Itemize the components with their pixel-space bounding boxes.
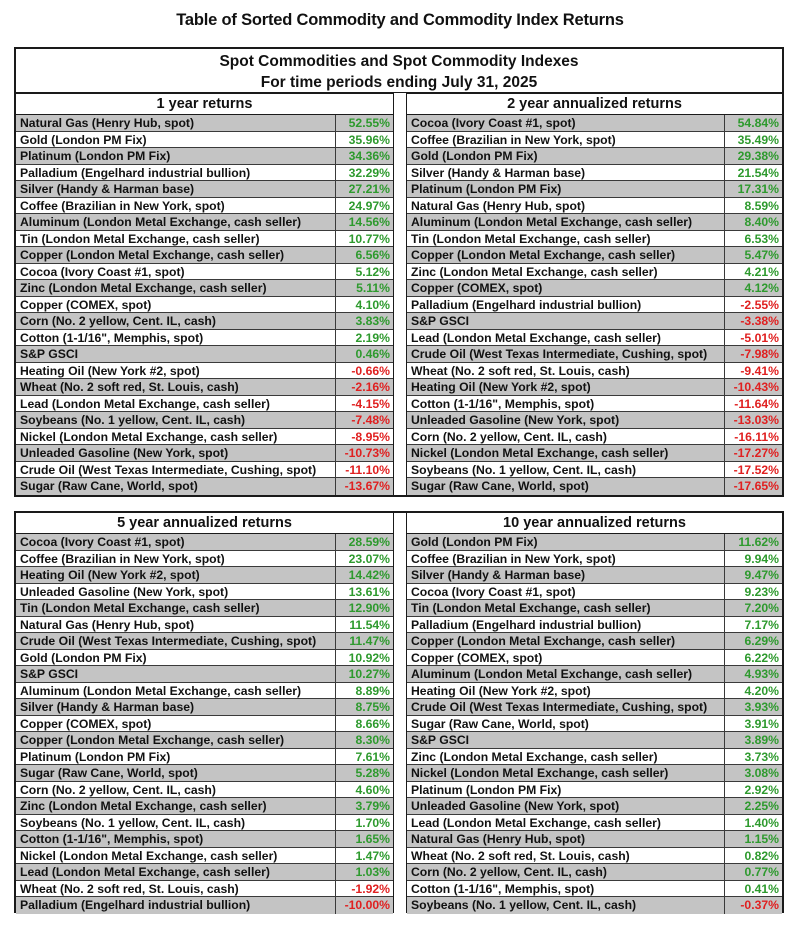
- return-value: 5.47%: [744, 248, 779, 262]
- table-row: [407, 396, 782, 413]
- table-row: [407, 534, 782, 551]
- table-row: [16, 181, 393, 198]
- return-value: 0.82%: [744, 848, 779, 863]
- commodity-name: Corn (No. 2 yellow, Cent. IL, cash): [16, 782, 336, 798]
- return-value: 0.41%: [744, 881, 779, 896]
- commodity-name: Gold (London PM Fix): [407, 148, 725, 164]
- commodity-name: Corn (No. 2 yellow, Cent. IL, cash): [407, 864, 725, 880]
- table-row: [407, 897, 782, 914]
- table-row: [16, 214, 393, 231]
- commodity-name: Sugar (Raw Cane, World, spot): [407, 716, 725, 732]
- return-value: -10.00%: [344, 898, 390, 912]
- return-value: 0.46%: [355, 347, 390, 361]
- commodity-name: Natural Gas (Henry Hub, spot): [407, 831, 725, 847]
- commodity-name: Coffee (Brazilian in New York, spot): [16, 551, 336, 567]
- return-value: 23.07%: [348, 551, 390, 566]
- commodity-name: Lead (London Metal Exchange, cash seller): [407, 330, 725, 346]
- commodity-name: Crude Oil (West Texas Intermediate, Cushing, spot): [407, 346, 725, 362]
- return-value: 17.31%: [737, 182, 779, 196]
- return-value: -13.67%: [344, 479, 390, 493]
- commodity-name: Tin (London Metal Exchange, cash seller): [407, 231, 725, 247]
- commodity-name: Lead (London Metal Exchange, cash seller): [16, 396, 336, 412]
- panel-rows: [16, 534, 393, 914]
- table-row: [16, 798, 393, 815]
- commodity-name: Tin (London Metal Exchange, cash seller): [407, 600, 725, 616]
- table-row: [407, 600, 782, 617]
- return-value: 12.90%: [348, 601, 390, 615]
- commodity-name: Zinc (London Metal Exchange, cash seller): [407, 264, 725, 280]
- panel-title: 2 year annualized returns: [407, 93, 782, 115]
- table-row: [407, 782, 782, 799]
- return-value: 29.38%: [737, 149, 779, 163]
- table-row: [16, 716, 393, 733]
- panel-rows: [407, 534, 782, 914]
- table-row: [16, 132, 393, 149]
- table-row: [16, 666, 393, 683]
- commodity-name: Zinc (London Metal Exchange, cash seller): [16, 280, 336, 296]
- commodity-name: Copper (COMEX, spot): [16, 297, 336, 313]
- table-row: [16, 650, 393, 667]
- table-row: [407, 198, 782, 215]
- table-row: [16, 584, 393, 601]
- table-row: [407, 617, 782, 634]
- table-row: [407, 231, 782, 248]
- commodity-name: Tin (London Metal Exchange, cash seller): [16, 231, 336, 247]
- table-row: [16, 699, 393, 716]
- banner-subtitle: Spot Commodities and Spot Commodity Indexes: [219, 53, 579, 70]
- return-value: 32.29%: [348, 165, 390, 180]
- table-row: [16, 534, 393, 551]
- table-row: [407, 445, 782, 462]
- return-value: -16.11%: [734, 429, 779, 444]
- return-value: 52.55%: [348, 116, 390, 130]
- panel-1-year-returns: [16, 93, 393, 495]
- return-value: -11.64%: [734, 396, 779, 411]
- return-value: -17.52%: [733, 462, 779, 477]
- table-row: [16, 396, 393, 413]
- table-row: [407, 864, 782, 881]
- table-row: [407, 181, 782, 198]
- table-row: [407, 412, 782, 429]
- table-row: [407, 247, 782, 264]
- commodity-name: Aluminum (London Metal Exchange, cash seller): [407, 666, 725, 682]
- return-value: 11.47%: [349, 634, 390, 648]
- table-row: [16, 831, 393, 848]
- table-row: [16, 815, 393, 832]
- commodity-name: S&P GSCI: [407, 732, 725, 748]
- commodity-name: Palladium (Engelhard industrial bullion): [407, 297, 725, 313]
- commodity-name: Copper (COMEX, spot): [407, 280, 725, 296]
- commodity-name: Copper (London Metal Exchange, cash seller): [16, 732, 336, 748]
- return-value: 7.61%: [355, 749, 390, 764]
- table-row: [407, 749, 782, 766]
- commodity-name: Copper (COMEX, spot): [16, 716, 336, 732]
- commodity-name: Unleaded Gasoline (New York, spot): [407, 798, 725, 814]
- return-value: -1.92%: [351, 881, 390, 896]
- return-value: 8.30%: [355, 733, 390, 747]
- table-row: [16, 633, 393, 650]
- commodity-name: Copper (London Metal Exchange, cash seller): [407, 633, 725, 649]
- return-value: -11.10%: [345, 462, 390, 477]
- table-row: [16, 148, 393, 165]
- table-row: [407, 264, 782, 281]
- table-row: [16, 280, 393, 297]
- return-value: 1.47%: [355, 848, 390, 863]
- commodity-name: S&P GSCI: [16, 346, 336, 362]
- return-value: 3.93%: [744, 700, 779, 714]
- commodity-name: Corn (No. 2 yellow, Cent. IL, cash): [16, 313, 336, 329]
- commodity-name: Crude Oil (West Texas Intermediate, Cushing, spot): [16, 462, 336, 478]
- commodity-name: Unleaded Gasoline (New York, spot): [407, 412, 725, 428]
- return-value: 3.89%: [744, 733, 779, 747]
- table-row: [16, 346, 393, 363]
- commodity-name: Platinum (London PM Fix): [16, 749, 336, 765]
- table-banner: [14, 47, 784, 94]
- commodity-name: Soybeans (No. 1 yellow, Cent. IL, cash): [16, 412, 336, 428]
- commodity-name: S&P GSCI: [16, 666, 336, 682]
- commodity-name: Gold (London PM Fix): [16, 650, 336, 666]
- commodity-name: Soybeans (No. 1 yellow, Cent. IL, cash): [407, 897, 725, 914]
- return-value: -2.55%: [740, 297, 779, 312]
- table-row: [16, 478, 393, 495]
- table-row: [16, 864, 393, 881]
- commodity-name: Zinc (London Metal Exchange, cash seller): [16, 798, 336, 814]
- commodity-name: Heating Oil (New York #2, spot): [16, 567, 336, 583]
- commodity-name: Aluminum (London Metal Exchange, cash seller): [16, 214, 336, 230]
- panel-rows: [16, 115, 393, 495]
- commodity-name: Platinum (London PM Fix): [407, 782, 725, 798]
- return-value: -10.73%: [344, 446, 390, 460]
- table-row: [407, 584, 782, 601]
- return-value: 2.19%: [355, 330, 390, 345]
- commodity-name: Heating Oil (New York #2, spot): [407, 683, 725, 699]
- panel-5-year-returns: [16, 512, 393, 914]
- table-row: [407, 567, 782, 584]
- commodity-name: Aluminum (London Metal Exchange, cash seller): [16, 683, 336, 699]
- return-value: 9.23%: [744, 584, 779, 599]
- table-row: [407, 666, 782, 683]
- table-row: [407, 633, 782, 650]
- table-row: [407, 815, 782, 832]
- table-row: [16, 462, 393, 479]
- commodity-name: Nickel (London Metal Exchange, cash seller): [16, 848, 336, 864]
- table-row: [407, 699, 782, 716]
- return-value: 6.22%: [744, 650, 779, 665]
- table-row: [16, 600, 393, 617]
- table-row: [407, 132, 782, 149]
- panel-title: 10 year annualized returns: [407, 512, 782, 534]
- return-value: 1.70%: [355, 815, 390, 830]
- return-value: 14.56%: [348, 215, 390, 229]
- return-value: 6.53%: [744, 231, 779, 246]
- table-row: [16, 683, 393, 700]
- return-value: 5.11%: [356, 281, 390, 295]
- table-row: [16, 617, 393, 634]
- commodity-name: Cotton (1-1/16", Memphis, spot): [407, 396, 725, 412]
- return-value: -0.37%: [740, 898, 779, 912]
- commodity-name: Silver (Handy & Harman base): [16, 699, 336, 715]
- commodity-name: Aluminum (London Metal Exchange, cash seller): [407, 214, 725, 230]
- return-value: 1.65%: [355, 832, 390, 846]
- commodity-name: Natural Gas (Henry Hub, spot): [407, 198, 725, 214]
- return-value: 35.49%: [737, 132, 779, 147]
- table-row: [407, 379, 782, 396]
- table-row: [407, 115, 782, 132]
- return-value: -5.01%: [740, 330, 779, 345]
- return-value: 10.92%: [348, 650, 390, 665]
- return-value: 8.66%: [355, 716, 390, 731]
- commodity-name: S&P GSCI: [407, 313, 725, 329]
- return-value: -0.66%: [351, 363, 390, 378]
- commodity-name: Soybeans (No. 1 yellow, Cent. IL, cash): [407, 462, 725, 478]
- return-value: 8.75%: [355, 700, 390, 714]
- table-row: [16, 330, 393, 347]
- commodity-name: Unleaded Gasoline (New York, spot): [16, 584, 336, 600]
- return-value: 7.20%: [744, 601, 779, 615]
- return-value: 5.12%: [355, 264, 390, 279]
- commodity-name: Platinum (London PM Fix): [16, 148, 336, 164]
- table-row: [407, 330, 782, 347]
- return-value: -7.48%: [351, 413, 390, 427]
- return-value: -8.95%: [351, 429, 390, 444]
- return-value: 4.20%: [744, 683, 779, 698]
- return-value: 11.62%: [738, 535, 779, 549]
- table-row: [407, 831, 782, 848]
- return-value: 11.54%: [349, 617, 390, 632]
- commodity-name: Cocoa (Ivory Coast #1, spot): [407, 115, 725, 131]
- table-row: [16, 749, 393, 766]
- return-value: 13.61%: [348, 584, 390, 599]
- return-value: 3.91%: [744, 716, 779, 731]
- return-value: 8.59%: [744, 198, 779, 213]
- return-value: 0.77%: [744, 865, 779, 879]
- return-value: -17.27%: [733, 446, 779, 460]
- table-row: [407, 280, 782, 297]
- table-row: [16, 297, 393, 314]
- table-row: [407, 848, 782, 865]
- panel-2-year-returns: [407, 93, 782, 495]
- return-value: -13.03%: [733, 413, 779, 427]
- return-value: 6.29%: [744, 634, 779, 648]
- return-value: 14.42%: [348, 568, 390, 582]
- table-row: [16, 445, 393, 462]
- commodity-name: Coffee (Brazilian in New York, spot): [407, 551, 725, 567]
- return-value: 7.17%: [744, 617, 779, 632]
- return-value: 54.84%: [737, 116, 779, 130]
- page-title: Table of Sorted Commodity and Commodity Index Returns: [176, 11, 624, 29]
- return-value: 35.96%: [348, 132, 390, 147]
- commodity-name: Soybeans (No. 1 yellow, Cent. IL, cash): [16, 815, 336, 831]
- commodity-name: Silver (Handy & Harman base): [407, 165, 725, 181]
- panel-title: 1 year returns: [16, 93, 393, 115]
- table-row: [407, 650, 782, 667]
- table-row: [407, 165, 782, 182]
- return-value: 3.79%: [355, 799, 390, 813]
- table-row: [16, 551, 393, 568]
- return-value: 2.92%: [744, 782, 779, 797]
- commodity-name: Nickel (London Metal Exchange, cash seller): [16, 429, 336, 445]
- table-row: [16, 848, 393, 865]
- return-value: 4.93%: [744, 667, 779, 681]
- section-divider: [14, 495, 784, 513]
- commodity-name: Unleaded Gasoline (New York, spot): [16, 445, 336, 461]
- return-value: 1.03%: [355, 865, 390, 879]
- banner-period: For time periods ending July 31, 2025: [260, 74, 538, 91]
- commodity-name: Platinum (London PM Fix): [407, 181, 725, 197]
- return-value: 4.10%: [355, 297, 390, 312]
- return-value: 3.73%: [744, 749, 779, 764]
- table-row: [16, 567, 393, 584]
- commodity-name: Tin (London Metal Exchange, cash seller): [16, 600, 336, 616]
- table-row: [407, 478, 782, 495]
- return-value: -3.38%: [740, 314, 779, 328]
- commodity-name: Corn (No. 2 yellow, Cent. IL, cash): [407, 429, 725, 445]
- table-row: [407, 363, 782, 380]
- return-value: -17.65%: [733, 479, 779, 493]
- return-value: 8.40%: [744, 215, 779, 229]
- commodity-name: Cocoa (Ivory Coast #1, spot): [16, 534, 336, 550]
- table-row: [16, 198, 393, 215]
- return-value: 1.40%: [744, 815, 779, 830]
- commodity-name: Sugar (Raw Cane, World, spot): [16, 765, 336, 781]
- commodity-name: Wheat (No. 2 soft red, St. Louis, cash): [16, 881, 336, 897]
- return-value: 27.21%: [348, 182, 390, 196]
- commodity-name: Sugar (Raw Cane, World, spot): [16, 478, 336, 495]
- table-row: [407, 881, 782, 898]
- return-value: 9.47%: [744, 568, 779, 582]
- commodity-name: Palladium (Engelhard industrial bullion): [16, 897, 336, 914]
- commodity-name: Natural Gas (Henry Hub, spot): [16, 617, 336, 633]
- table-row: [16, 782, 393, 799]
- commodity-name: Cotton (1-1/16", Memphis, spot): [16, 330, 336, 346]
- commodity-name: Nickel (London Metal Exchange, cash seller): [407, 445, 725, 461]
- table-row: [16, 429, 393, 446]
- table-row: [407, 214, 782, 231]
- commodity-name: Crude Oil (West Texas Intermediate, Cushing, spot): [407, 699, 725, 715]
- table-row: [407, 683, 782, 700]
- return-value: 28.59%: [348, 535, 390, 549]
- commodity-name: Cocoa (Ivory Coast #1, spot): [407, 584, 725, 600]
- return-value: -9.41%: [740, 363, 779, 378]
- commodity-name: Coffee (Brazilian in New York, spot): [16, 198, 336, 214]
- table-row: [16, 231, 393, 248]
- panel-title: 5 year annualized returns: [16, 512, 393, 534]
- table-row: [407, 462, 782, 479]
- table-row: [16, 897, 393, 914]
- table-row: [16, 264, 393, 281]
- commodity-name: Copper (London Metal Exchange, cash seller): [407, 247, 725, 263]
- table-row: [16, 247, 393, 264]
- commodity-name: Heating Oil (New York #2, spot): [407, 379, 725, 395]
- commodity-name: Copper (COMEX, spot): [407, 650, 725, 666]
- table-row: [407, 429, 782, 446]
- table-row: [16, 732, 393, 749]
- commodity-name: Copper (London Metal Exchange, cash seller): [16, 247, 336, 263]
- table-row: [407, 798, 782, 815]
- commodity-name: Lead (London Metal Exchange, cash seller): [407, 815, 725, 831]
- commodity-name: Wheat (No. 2 soft red, St. Louis, cash): [407, 363, 725, 379]
- return-value: 10.27%: [348, 667, 390, 681]
- return-value: 9.94%: [744, 551, 779, 566]
- commodity-name: Gold (London PM Fix): [16, 132, 336, 148]
- table-row: [16, 881, 393, 898]
- commodity-name: Cotton (1-1/16", Memphis, spot): [407, 881, 725, 897]
- commodity-name: Sugar (Raw Cane, World, spot): [407, 478, 725, 495]
- table-row: [16, 412, 393, 429]
- table-row: [407, 765, 782, 782]
- commodity-name: Coffee (Brazilian in New York, spot): [407, 132, 725, 148]
- return-value: -10.43%: [733, 380, 779, 394]
- table-row: [407, 313, 782, 330]
- return-value: 21.54%: [737, 165, 779, 180]
- return-value: -2.16%: [351, 380, 390, 394]
- table-row: [16, 379, 393, 396]
- commodity-name: Zinc (London Metal Exchange, cash seller): [407, 749, 725, 765]
- table-row: [407, 551, 782, 568]
- table-row: [407, 148, 782, 165]
- table-row: [407, 346, 782, 363]
- commodity-name: Silver (Handy & Harman base): [16, 181, 336, 197]
- table-row: [407, 732, 782, 749]
- commodity-name: Palladium (Engelhard industrial bullion): [16, 165, 336, 181]
- commodity-name: Nickel (London Metal Exchange, cash seller): [407, 765, 725, 781]
- return-value: 2.25%: [744, 799, 779, 813]
- commodity-name: Cotton (1-1/16", Memphis, spot): [16, 831, 336, 847]
- return-value: 8.89%: [355, 683, 390, 698]
- commodity-name: Wheat (No. 2 soft red, St. Louis, cash): [407, 848, 725, 864]
- table-row: [16, 165, 393, 182]
- return-value: 3.08%: [744, 766, 779, 780]
- return-value: 4.12%: [744, 281, 779, 295]
- commodity-name: Lead (London Metal Exchange, cash seller): [16, 864, 336, 880]
- commodity-name: Palladium (Engelhard industrial bullion): [407, 617, 725, 633]
- table-row: [16, 363, 393, 380]
- return-value: 24.97%: [348, 198, 390, 213]
- return-value: 34.36%: [348, 149, 390, 163]
- return-value: -7.98%: [740, 347, 779, 361]
- commodity-name: Cocoa (Ivory Coast #1, spot): [16, 264, 336, 280]
- return-value: 1.15%: [744, 832, 779, 846]
- return-value: 6.56%: [355, 248, 390, 262]
- commodity-name: Gold (London PM Fix): [407, 534, 725, 550]
- commodity-name: Silver (Handy & Harman base): [407, 567, 725, 583]
- table-row: [16, 313, 393, 330]
- commodity-name: Crude Oil (West Texas Intermediate, Cushing, spot): [16, 633, 336, 649]
- table-row: [407, 716, 782, 733]
- commodity-name: Natural Gas (Henry Hub, spot): [16, 115, 336, 131]
- return-value: 4.60%: [355, 782, 390, 797]
- table-row: [407, 297, 782, 314]
- panel-10-year-returns: [407, 512, 782, 914]
- return-value: 3.83%: [355, 314, 390, 328]
- return-value: -4.15%: [351, 396, 390, 411]
- commodity-name: Heating Oil (New York #2, spot): [16, 363, 336, 379]
- table-row: [16, 115, 393, 132]
- return-value: 10.77%: [348, 231, 390, 246]
- commodity-name: Wheat (No. 2 soft red, St. Louis, cash): [16, 379, 336, 395]
- return-value: 4.21%: [744, 264, 779, 279]
- return-value: 5.28%: [355, 766, 390, 780]
- table-row: [16, 765, 393, 782]
- panel-rows: [407, 115, 782, 495]
